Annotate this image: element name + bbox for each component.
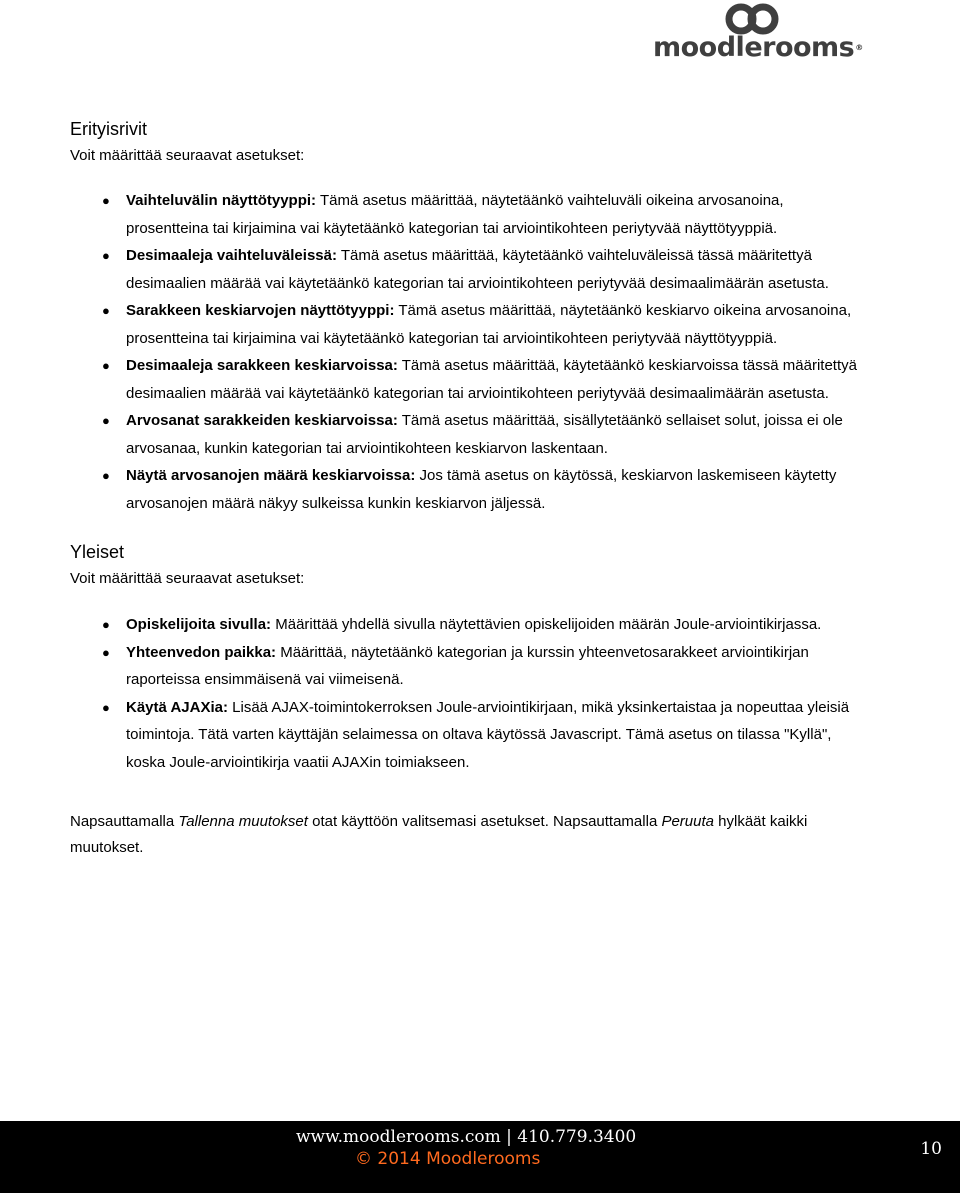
setting-term: Yhteenvedon paikka: <box>126 643 277 661</box>
bullet-icon: ● <box>102 358 110 373</box>
setting-term: Vaihteluvälin näyttötyyppi: <box>126 192 317 209</box>
list-item <box>70 297 870 352</box>
list-item <box>70 639 870 694</box>
page-number: 10 <box>920 1139 942 1159</box>
moodlerooms-logo <box>653 2 863 68</box>
list-item <box>70 611 870 639</box>
logo-mark-icon <box>723 2 781 36</box>
setting-term: Käytä AJAXia: <box>126 698 228 716</box>
setting-description: Tämä asetus määrittää, käytetäänkö keskiarvoissa tässä määritettyä desimaalien määrää vai käytetäänkö kategorian tai arviointikohteen periytyvää desimaalimäärän asetusta. <box>126 357 857 402</box>
section-heading-erityisrivit: Erityisrivit <box>70 119 147 139</box>
cancel-reference: Peruuta <box>661 813 714 830</box>
logo-wordmark: moodlerooms® <box>653 32 863 63</box>
setting-term: Desimaaleja sarakkeen keskiarvoissa: <box>126 357 398 374</box>
list-item <box>70 242 870 297</box>
list-item <box>70 352 870 407</box>
bullet-icon: ● <box>102 644 110 660</box>
page-footer <box>0 1121 960 1193</box>
settings-list-yleiset <box>70 611 870 776</box>
bullet-icon: ● <box>102 617 110 632</box>
closing-paragraph: Napsauttamalla Tallenna muutokset otat käyttöön valitsemasi asetukset. Napsauttamalla Peruuta hylkäät kaikki muutokset. <box>70 813 808 856</box>
setting-description: Tämä asetus määrittää, käytetäänkö vaihteluväleissä tässä määritettyä desimaalien määrää vai käytetäänkö kategorian tai arviointikohteen periytyvää desimaalimäärän asetusta. <box>126 247 829 292</box>
document-body <box>70 116 870 861</box>
list-item <box>70 694 870 777</box>
list-item <box>70 462 870 517</box>
setting-description: Määrittää yhdellä sivulla näytettävien opiskelijoiden määrän Joule-arviointikirjassa. <box>271 616 822 633</box>
section-intro: Voit määrittää seuraavat asetukset: <box>70 570 305 587</box>
bullet-icon: ● <box>102 468 110 483</box>
bullet-icon: ● <box>102 193 110 208</box>
settings-list-erityisrivit <box>70 187 870 517</box>
setting-description: Määrittää, näytetäänkö kategorian ja kurssin yhteenvetosarakkeet arviointikirjan raporteissa ensimmäisenä vai viimeisenä. <box>126 643 809 688</box>
footer-copyright: © 2014 Moodlerooms <box>355 1149 541 1169</box>
bullet-icon: ● <box>102 699 110 715</box>
setting-description: Tämä asetus määrittää, sisällytetäänkö sellaiset solut, joissa ei ole arvosanaa, kunkin kategorian tai arviointikohteen keskiarvon laskentaan. <box>126 412 843 457</box>
section-intro: Voit määrittää seuraavat asetukset: <box>70 147 305 164</box>
setting-term: Opiskelijoita sivulla: <box>126 616 272 633</box>
list-item <box>70 407 870 462</box>
setting-description: Tämä asetus määrittää, näytetäänkö vaihteluväli oikeina arvosanoina, prosentteina tai kirjaimina vai käytetäänkö kategorian tai arviointikohteen periytyvää näyttötyyppiä. <box>126 192 784 237</box>
setting-term: Desimaaleja vaihteluväleissä: <box>126 247 337 264</box>
bullet-icon: ● <box>102 248 110 263</box>
section-heading-yleiset: Yleiset <box>70 542 125 562</box>
bullet-icon: ● <box>102 413 110 428</box>
save-changes-reference: Tallenna muutokset <box>178 813 308 830</box>
setting-term: Arvosanat sarakkeiden keskiarvoissa: <box>126 412 398 429</box>
footer-contact: www.moodlerooms.com | 410.779.3400 <box>296 1127 637 1147</box>
setting-term: Näytä arvosanojen määrä keskiarvoissa: <box>126 467 416 484</box>
setting-description: Jos tämä asetus on käytössä, keskiarvon laskemiseen käytetty arvosanojen määrä näkyy sulkeissa kunkin keskiarvon jäljessä. <box>126 467 837 512</box>
list-item <box>70 187 870 242</box>
bullet-icon: ● <box>102 303 110 318</box>
setting-description: Lisää AJAX-toimintokerroksen Joule-arviointikirjaan, mikä yksinkertaistaa ja nopeuttaa yleisiä toimintoja. Tätä varten käyttäjän selaimessa on oltava käytössä Javascript. Tämä asetus on tilassa "Kyllä", koska Joule-arviointikirja vaatii AJAXin toimiakseen. <box>126 698 850 771</box>
setting-description: Tämä asetus määrittää, näytetäänkö keskiarvo oikeina arvosanoina, prosentteina tai kirjaimina vai käytetäänkö kategorian tai arviointikohteen periytyvää näyttötyyppiä. <box>126 302 852 347</box>
setting-term: Sarakkeen keskiarvojen näyttötyyppi: <box>126 302 395 319</box>
